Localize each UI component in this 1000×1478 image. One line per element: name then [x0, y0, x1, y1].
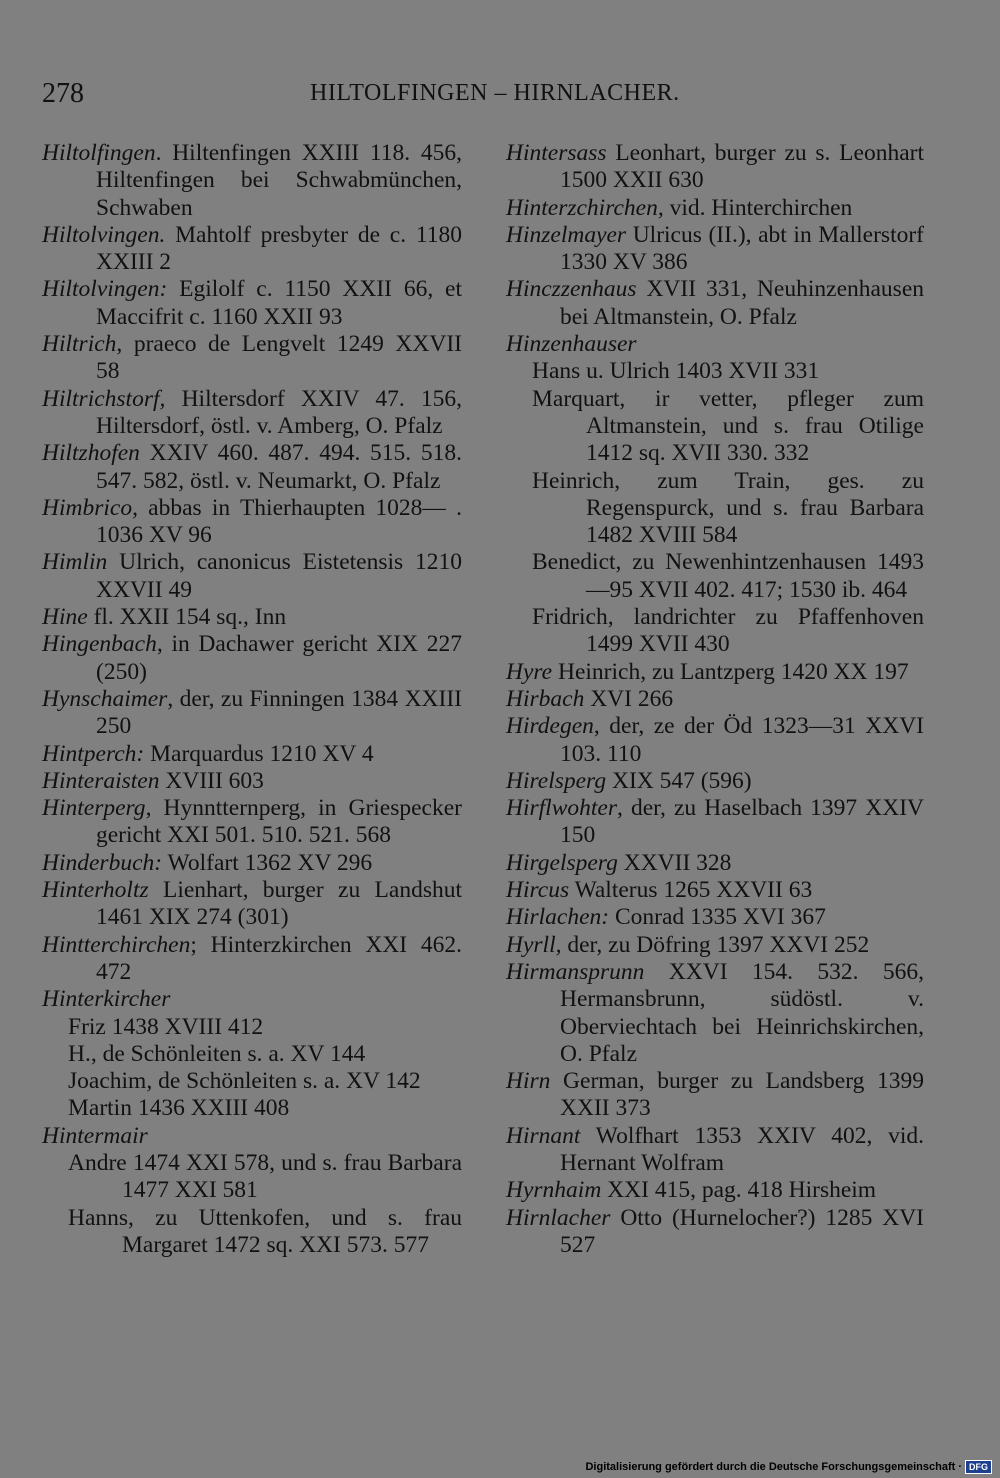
entry-name: Hinzelmayer: [506, 221, 627, 248]
entry-text: Egilolf c. 1150 XXII 66, et Maccifrit c. 1160 XXII 93: [96, 276, 462, 330]
right-column: [506, 140, 924, 1259]
entry-name: Hingenbach: [42, 631, 157, 658]
entry-text: abbas in Thierhaupten 1028— . 1036 XV 96: [96, 494, 463, 549]
page-number: 278: [42, 78, 84, 109]
index-entry: [42, 1068, 462, 1095]
entry-name: Hinterperg: [42, 795, 146, 822]
entry-name: Hinzenhauser: [506, 331, 637, 358]
index-entry: [42, 386, 462, 441]
footer: [585, 1460, 992, 1474]
entry-name: Hynschaimer: [42, 685, 168, 712]
entry-text: Walterus 1265 XXVII 63: [574, 877, 813, 904]
index-entry: [506, 276, 924, 331]
entry-name: Hiltolvingen.: [42, 221, 166, 248]
entry-text: XVI 266: [590, 685, 674, 712]
index-entry: [42, 686, 462, 741]
entry-name: Hintersass: [506, 140, 607, 166]
entry-name: Hinterholtz: [42, 877, 149, 904]
entry-text: Hiltersdorf XXIV 47. 156, Hiltersdorf, östl. v. Amberg, O. Pfalz: [96, 385, 462, 439]
index-entry: [506, 713, 924, 768]
entry-text: Otto (Hurnelocher?) 1285 XVI 527: [560, 1204, 924, 1258]
index-entry: [42, 440, 462, 495]
index-entry: [506, 140, 924, 195]
entry-text: fl. XXII 154 sq., Inn: [93, 604, 287, 631]
entry-name: Hirbach: [506, 685, 585, 712]
entry-text: Leonhart, burger zu s. Leonhart 1500 XXII 630: [560, 140, 924, 194]
index-entry: [506, 549, 924, 604]
entry-text: H., de Schönleiten s. a. XV 144: [68, 1040, 366, 1067]
entry-text: Lienhart, burger zu Landshut 1461 XIX 274 (301): [96, 877, 463, 931]
index-entry: [42, 1041, 462, 1068]
entry-text: XXVI 154. 532. 566, Hermansbrunn, südöstl. v. Oberviechtach bei Heinrichskirchen, O. Pfalz: [560, 958, 925, 1067]
index-entry: [506, 386, 924, 468]
index-entry: [506, 222, 924, 277]
index-entry: [506, 1123, 924, 1178]
index-entry: [506, 358, 924, 385]
entry-name: Hinczzenhaus: [506, 276, 637, 303]
entry-name: Hinterkircher: [42, 986, 171, 1013]
index-entry: [42, 140, 462, 222]
entry-text: Heinrich, zu Lantzperg 1420 XX 197: [557, 658, 909, 685]
entry-name: Hirnlacher: [506, 1204, 611, 1231]
entry-name: Hiltrich: [42, 331, 117, 358]
entry-text: , der, ze der Öd 1323—31 XXVI 103. 110: [560, 713, 924, 767]
entry-text: . Hiltenfingen XXIII 118. 456, Hiltenfingen bei Schwabmünchen, Schwaben: [96, 140, 462, 221]
entry-name: Hintperch:: [42, 740, 145, 767]
entry-text: Marquardus 1210 XV 4: [150, 740, 374, 767]
entry-text: Benedict, zu Newenhintzenhausen 1493—95 XVII 402. 417; 1530 ib. 464: [532, 549, 924, 603]
entry-name: Hiltrichstorf,: [42, 385, 166, 412]
index-entry: [42, 331, 462, 386]
index-entry: [42, 276, 462, 331]
index-entry: [42, 631, 462, 686]
entry-name: Hiltzhofen: [42, 440, 140, 467]
entry-name: Hirflwohter: [506, 795, 617, 822]
entry-name: Hinderbuch:: [42, 849, 163, 876]
entry-text: XXIV 460. 487. 494. 515. 518. 547. 582, östl. v. Neumarkt, O. Pfalz: [96, 440, 462, 494]
entry-text: ; Hinterzkirchen XXI 462. 472: [96, 931, 462, 985]
index-entry: [506, 904, 924, 931]
footer-credit: Digitalisierung gefördert durch die Deutsche Forschungsgemeinschaft ·: [585, 1461, 962, 1473]
entry-name: Hintterchirchen: [42, 931, 191, 958]
entry-text: Ulrich, canonicus Eistetensis 1210 XXVII 49: [96, 549, 462, 603]
index-entry: [42, 877, 462, 932]
index-entry: [42, 741, 462, 768]
entry-text: XVIII 603: [165, 767, 264, 794]
entry-text: , der, zu Haselbach 1397 XXIV 150: [560, 795, 924, 849]
entry-name: Hyrll,: [506, 931, 562, 958]
entry-name: Hirmansprunn: [506, 958, 645, 985]
index-entry: [42, 495, 462, 550]
entry-name: Hinterzchirchen,: [506, 194, 664, 221]
index-entry: [42, 222, 462, 277]
entry-text: XVII 331, Neuhinzenhausen bei Altmanstein, O. Pfalz: [560, 276, 925, 330]
index-entry: [506, 468, 924, 550]
index-entry: [42, 932, 462, 987]
entry-text: , der, zu Finningen 1384 XXIII 250: [96, 685, 462, 740]
index-entry: [506, 331, 924, 358]
entry-text: , in Dachawer gericht XIX 227 (250): [96, 631, 462, 685]
entry-name: Hirelsperg: [506, 767, 607, 794]
entry-text: German, burger zu Landsberg 1399 XXII 373: [560, 1068, 924, 1122]
entry-text: Marquart, ir vetter, pfleger zum Altmanstein, und s. frau Otilige 1412 sq. XVII 330. 332: [532, 385, 924, 467]
entry-text: XXI 415, pag. 418 Hirsheim: [607, 1177, 877, 1204]
entry-text: Mahtolf presbyter de c. 1180 XXIII 2: [96, 221, 463, 276]
entry-name: Himbrico,: [42, 494, 138, 521]
index-entry: [42, 795, 462, 850]
index-entry: [42, 1205, 462, 1260]
index-entry: [42, 768, 462, 795]
index-entry: [506, 795, 924, 850]
index-entry: [506, 686, 924, 713]
index-entry: [42, 604, 462, 631]
entry-text: XXVII 328: [623, 849, 732, 876]
index-entry: [42, 850, 462, 877]
index-entry: [506, 877, 924, 904]
index-entry: [506, 1205, 924, 1260]
entry-name: Hircus: [506, 877, 570, 904]
entry-name: Hine: [42, 604, 88, 631]
entry-text: Fridrich, landrichter zu Pfaffenhoven 1499 XVII 430: [532, 604, 924, 658]
index-entry: [506, 1068, 924, 1123]
entry-text: Hanns, zu Uttenkofen, und s. frau Margaret 1472 sq. XXI 573. 577: [68, 1204, 462, 1258]
index-entry: [42, 549, 462, 604]
entry-name: Hirnant: [506, 1122, 581, 1149]
index-entry: [506, 768, 924, 795]
entry-name: Himlin: [42, 549, 108, 576]
entry-name: Hirgelsperg: [506, 849, 618, 876]
entry-name: Hirlachen:: [506, 904, 610, 931]
dfg-logo: DFG: [965, 1460, 992, 1474]
index-entry: [506, 195, 924, 222]
entry-text: , Hynntternperg, in Griespecker gericht XXI 501. 510. 521. 568: [96, 795, 462, 849]
entry-name: Hintermair: [42, 1122, 148, 1149]
entry-text: Wolfart 1362 XV 296: [167, 849, 373, 876]
entry-text: Ulricus (II.), abt in Mallerstorf 1330 XV 386: [560, 221, 924, 276]
index-entry: [42, 986, 462, 1013]
index-entry: [42, 1150, 462, 1205]
entry-text: vid. Hinterchirchen: [669, 194, 853, 221]
entry-text: XIX 547 (596): [611, 767, 752, 794]
entry-text: Conrad 1335 XVI 367: [615, 904, 826, 931]
entry-text: Friz 1438 XVIII 412: [68, 1013, 264, 1040]
entry-name: Hinteraisten: [42, 767, 160, 794]
index-entry: [506, 959, 924, 1068]
index-entry: [506, 604, 924, 659]
index-entry: [506, 659, 924, 686]
entry-text: , praeco de Lengvelt 1249 XXVII 58: [96, 331, 462, 385]
index-entry: [42, 1014, 462, 1041]
index-entry: [42, 1095, 462, 1122]
entry-name: Hiltolvingen:: [42, 276, 168, 303]
entry-text: Andre 1474 XXI 578, und s. frau Barbara 1477 XXI 581: [68, 1149, 462, 1204]
entry-text: Wolfhart 1353 XXIV 402, vid. Hernant Wolfram: [560, 1122, 924, 1176]
entry-name: Hyrnhaim: [506, 1177, 602, 1204]
entry-text: Heinrich, zum Train, ges. zu Regenspurck, und s. frau Barbara 1482 XVIII 584: [532, 467, 924, 549]
index-entry: [506, 850, 924, 877]
entry-name: Hirn: [506, 1068, 551, 1095]
entry-name: Hiltolfingen: [42, 140, 156, 166]
entry-name: Hyre: [506, 658, 553, 685]
index-entry: [506, 932, 924, 959]
entry-text: der, zu Döfring 1397 XXVI 252: [567, 931, 870, 958]
running-head: HILTOLFINGEN – HIRNLACHER.: [310, 80, 680, 106]
entry-text: Hans u. Ulrich 1403 XVII 331: [532, 358, 820, 385]
index-entry: [42, 1123, 462, 1150]
entry-text: Martin 1436 XXIII 408: [68, 1095, 290, 1122]
entry-name: Hirdegen: [506, 713, 594, 740]
left-column: [42, 140, 462, 1259]
index-entry: [506, 1177, 924, 1204]
entry-text: Joachim, de Schönleiten s. a. XV 142: [68, 1068, 421, 1095]
